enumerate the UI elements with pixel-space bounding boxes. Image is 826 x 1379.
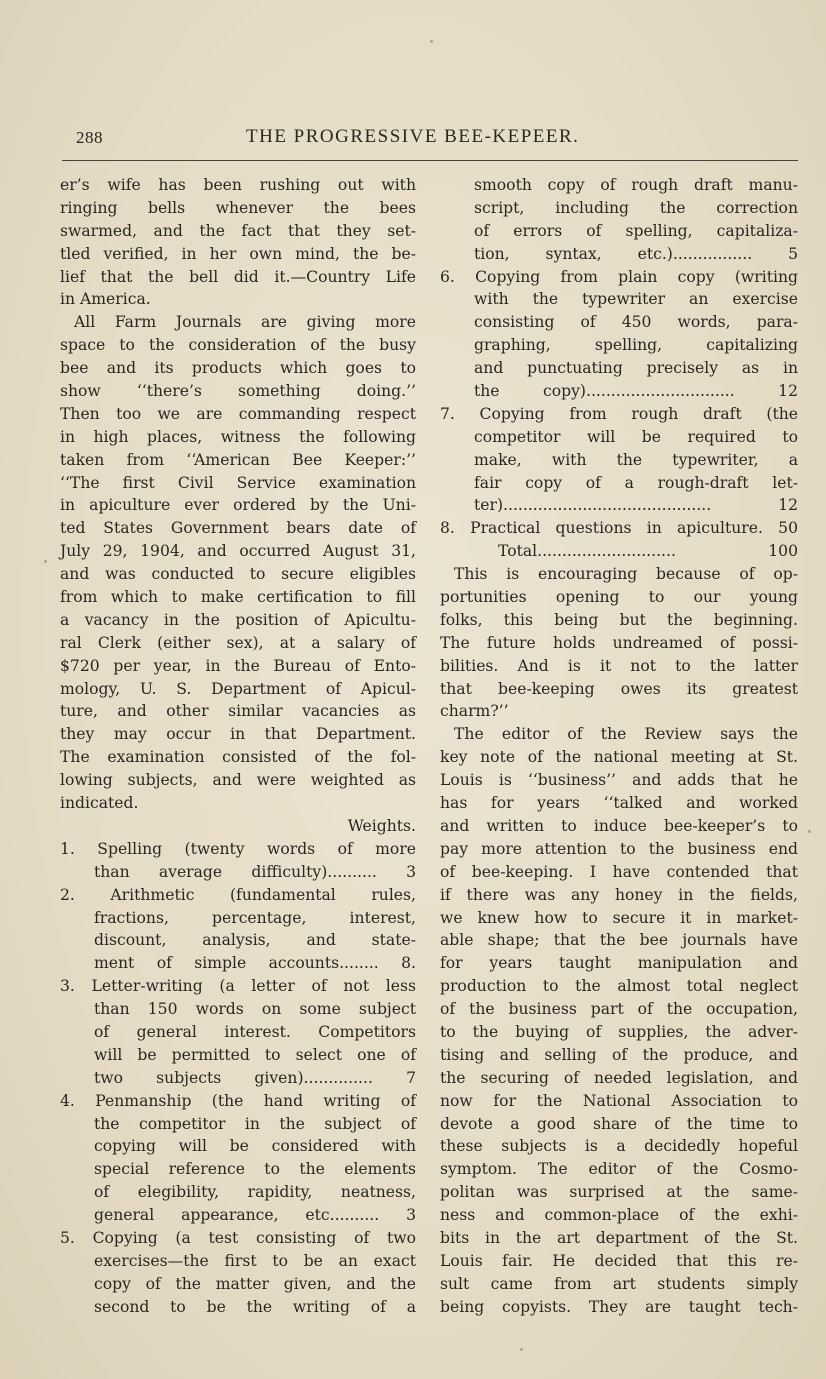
text-line: lief that the bell did it.—Country Life bbox=[60, 267, 416, 286]
text-line: to the buying of supplies, the adver- bbox=[440, 1022, 798, 1041]
text-line: mology, U. S. Department of Apicul- bbox=[60, 679, 416, 698]
paper-speck bbox=[405, 1050, 408, 1053]
text-line: has for years ‘‘talked and worked bbox=[440, 794, 798, 813]
text-line: ringing bells whenever the bees bbox=[60, 198, 416, 217]
text-line: being copyists. They are taught tech- bbox=[440, 1297, 798, 1316]
text-line: able shape; that the bee journals have bbox=[440, 931, 798, 950]
text-line: ral Clerk (either sex), at a salary of bbox=[60, 633, 416, 652]
text-line: ture, and other similar vacancies as bbox=[60, 702, 416, 721]
text-line: copying will be considered with bbox=[94, 1137, 416, 1156]
text-line: politan was surprised at the same- bbox=[440, 1183, 798, 1202]
text-line: smooth copy of rough draft manu- bbox=[474, 176, 798, 194]
text-line: general appearance, etc.......... 3 bbox=[94, 1206, 416, 1225]
text-line: sult came from art students simply bbox=[440, 1274, 798, 1293]
text-line: ter).......................................... 12 bbox=[474, 496, 798, 515]
text-line: tising and selling of the produce, and bbox=[440, 1045, 798, 1064]
text-line: competitor will be required to bbox=[474, 427, 798, 446]
right-column bbox=[440, 174, 798, 1319]
text-line: tled verified, in her own mind, the be- bbox=[60, 244, 416, 263]
text-line: and was conducted to secure eligibles bbox=[60, 565, 416, 584]
text-line: production to the almost total neglect bbox=[440, 977, 798, 996]
text-line: the copy).............................. 12 bbox=[474, 382, 798, 401]
text-line: ‘‘The first Civil Service examination bbox=[60, 473, 416, 492]
text-line: two subjects given).............. 7 bbox=[94, 1068, 416, 1087]
text-line: discount, analysis, and state- bbox=[94, 931, 416, 950]
text-line: show ‘‘there’s something doing.’’ bbox=[60, 382, 416, 401]
text-line: symptom. The editor of the Cosmo- bbox=[440, 1160, 798, 1179]
list-item-1: 1. Spelling (twenty words of more bbox=[60, 839, 416, 858]
weights-heading: Weights. bbox=[347, 816, 416, 835]
text-line: of elegibility, rapidity, neatness, bbox=[94, 1183, 416, 1202]
text-line: with the typewriter an exercise bbox=[474, 290, 798, 309]
text-line: of the business part of the occupation, bbox=[440, 1000, 798, 1019]
text-line: bee and its products which goes to bbox=[60, 359, 416, 378]
text-line: ness and common-place of the exhi- bbox=[440, 1206, 798, 1225]
text-line: fair copy of a rough-draft let- bbox=[474, 473, 798, 492]
text-line: folks, this being but the beginning. bbox=[440, 610, 798, 629]
text-line: second to be the writing of a bbox=[94, 1297, 416, 1316]
paper-speck bbox=[430, 40, 433, 43]
text-line: charm?’’ bbox=[440, 702, 509, 721]
header-rule bbox=[62, 160, 798, 161]
text-line: make, with the typewriter, a bbox=[474, 450, 798, 469]
text-line: copy of the matter given, and the bbox=[94, 1274, 416, 1293]
text-line: The future holds undreamed of possi- bbox=[440, 633, 798, 652]
text-line: in America. bbox=[60, 290, 151, 309]
text-line: we knew how to secure it in market- bbox=[440, 908, 798, 927]
text-line: lowing subjects, and were weighted as bbox=[60, 771, 416, 790]
text-line: Louis fair. He decided that this re- bbox=[440, 1251, 798, 1270]
text-line: devote a good share of the time to bbox=[440, 1114, 798, 1133]
list-item-6: 6. Copying from plain copy (writing bbox=[440, 267, 798, 286]
text-line: tion, syntax, etc.)................ 5 bbox=[474, 244, 798, 263]
text-line: of bee-keeping. I have contended that bbox=[440, 862, 798, 881]
text-line: July 29, 1904, and occurred August 31, bbox=[60, 542, 416, 561]
list-item-5: 5. Copying (a test consisting of two bbox=[60, 1228, 416, 1247]
paper-speck bbox=[44, 560, 47, 563]
text-line: portunities opening to our young bbox=[440, 588, 798, 607]
page-number: 288 bbox=[76, 128, 103, 147]
text-line: than average difficulty).......... 3 bbox=[94, 862, 416, 881]
text-line: special reference to the elements bbox=[94, 1160, 416, 1179]
text-line: the securing of needed legislation, and bbox=[440, 1068, 798, 1087]
text-line: space to the consideration of the busy bbox=[60, 336, 416, 355]
text-line: ment of simple accounts........ 8. bbox=[94, 954, 416, 973]
text-line: now for the National Association to bbox=[440, 1091, 798, 1110]
text-line: will be permitted to select one of bbox=[94, 1045, 416, 1064]
text-line: if there was any honey in the fields, bbox=[440, 885, 798, 904]
list-item-2: 2. Arithmetic (fundamental rules, bbox=[60, 885, 416, 904]
list-item-3: 3. Letter-writing (a letter of not less bbox=[60, 977, 416, 996]
text-line: they may occur in that Department. bbox=[60, 725, 416, 744]
text-line: in high places, witness the following bbox=[60, 427, 416, 446]
text-line: for years taught manipulation and bbox=[440, 954, 798, 973]
text-line: All Farm Journals are giving more bbox=[74, 313, 416, 332]
text-line: script, including the correction bbox=[474, 198, 798, 217]
text-line: exercises—the first to be an exact bbox=[94, 1251, 416, 1270]
text-line: and written to induce bee-keeper’s to bbox=[440, 816, 798, 835]
text-line: consisting of 450 words, para- bbox=[474, 313, 798, 332]
text-line: Then too we are commanding respect bbox=[60, 404, 416, 423]
list-item-4: 4. Penmanship (the hand writing of bbox=[60, 1091, 416, 1110]
text-line: and punctuating precisely as in bbox=[474, 359, 798, 378]
text-line: er’s wife has been rushing out with bbox=[60, 176, 416, 194]
text-line: key note of the national meeting at St. bbox=[440, 748, 798, 767]
text-line: bilities. And is it not to the latter bbox=[440, 656, 798, 675]
left-column bbox=[60, 174, 416, 1319]
list-item-7: 7. Copying from rough draft (the bbox=[440, 404, 798, 423]
text-line: ted States Government bears date of bbox=[60, 519, 416, 538]
text-line: in apiculture ever ordered by the Uni- bbox=[60, 496, 416, 515]
text-line: graphing, spelling, capitalizing bbox=[474, 336, 798, 355]
text-line: a vacancy in the position of Apicultu- bbox=[60, 610, 416, 629]
page-header bbox=[62, 124, 798, 152]
text-line: pay more attention to the business end bbox=[440, 839, 798, 858]
paper-speck bbox=[808, 830, 811, 833]
text-line: The examination consisted of the fol- bbox=[60, 748, 416, 767]
text-line: than 150 words on some subject bbox=[94, 1000, 416, 1019]
text-line: indicated. bbox=[60, 794, 139, 813]
text-line: This is encouraging because of op- bbox=[454, 565, 798, 584]
text-line: these subjects is a decidedly hopeful bbox=[440, 1137, 798, 1156]
text-line: taken from ‘‘American Bee Keeper:’’ bbox=[60, 450, 416, 469]
text-line: The editor of the Review says the bbox=[454, 725, 798, 744]
total-line: Total............................ 100 bbox=[498, 542, 798, 561]
running-title: THE PROGRESSIVE BEE-KEPEER. bbox=[246, 126, 580, 147]
text-line: fractions, percentage, interest, bbox=[94, 908, 416, 927]
text-line: of errors of spelling, capitaliza- bbox=[474, 221, 798, 240]
text-line: Louis is ‘‘business’’ and adds that he bbox=[440, 771, 798, 790]
text-line: the competitor in the subject of bbox=[94, 1114, 416, 1133]
text-line: $720 per year, in the Bureau of Ento- bbox=[60, 656, 416, 675]
paper-speck bbox=[520, 1348, 523, 1351]
text-line: of general interest. Competitors bbox=[94, 1022, 416, 1041]
text-line: bits in the art department of the St. bbox=[440, 1228, 798, 1247]
text-line: from which to make certification to fill bbox=[60, 588, 416, 607]
list-item-8: 8. Practical questions in apiculture. 50 bbox=[440, 519, 798, 538]
text-line: that bee-keeping owes its greatest bbox=[440, 679, 798, 698]
text-line: swarmed, and the fact that they set- bbox=[60, 221, 416, 240]
